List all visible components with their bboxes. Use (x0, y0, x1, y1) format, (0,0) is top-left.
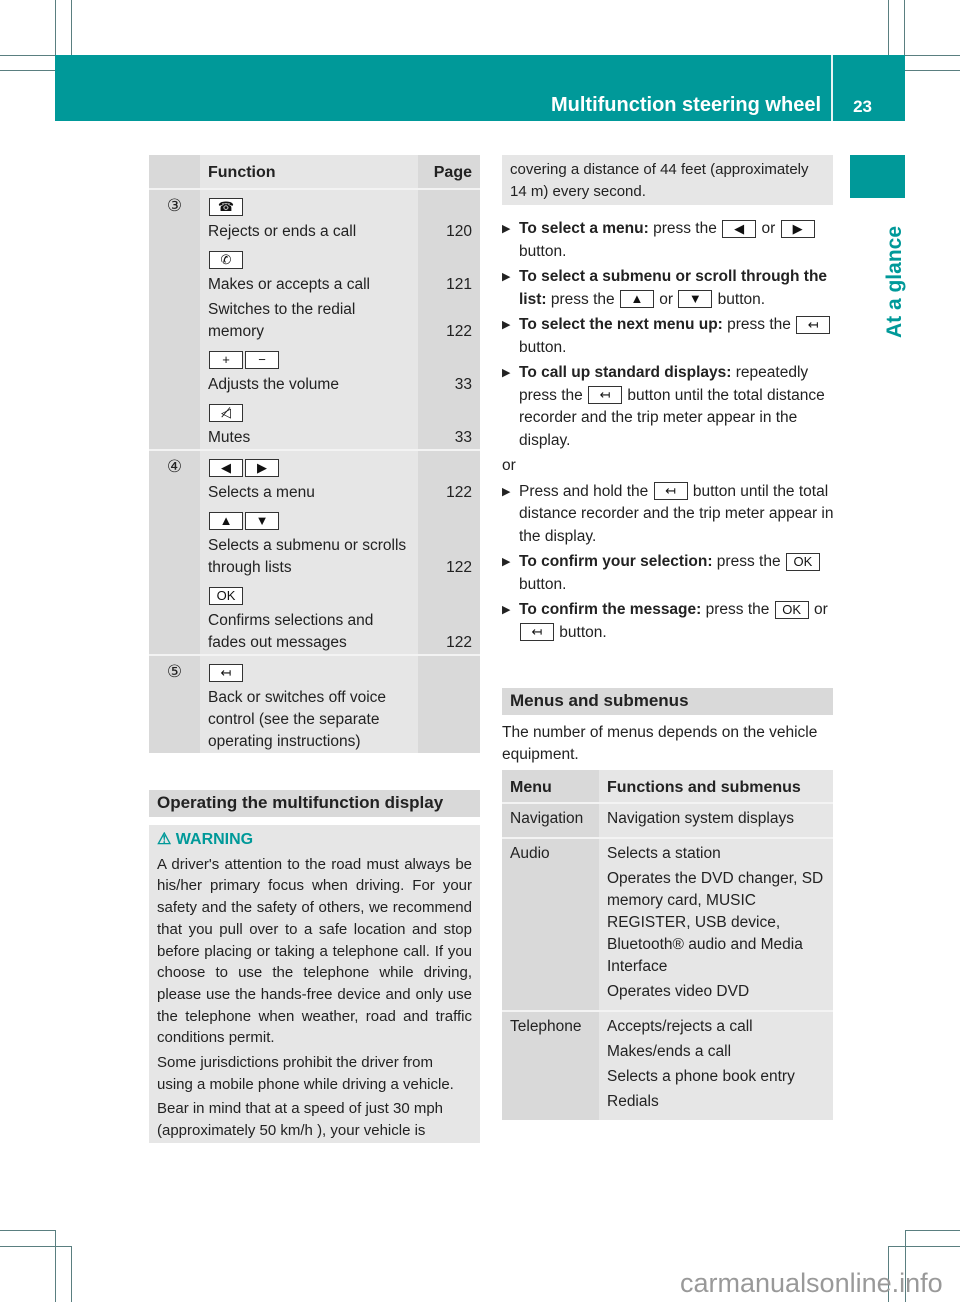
phone-hangup-key-icon: ☎ (209, 198, 243, 216)
function-entry: Navigation system displays (607, 810, 794, 827)
header-divider (831, 55, 833, 121)
table-section (149, 188, 480, 449)
table-row (200, 479, 480, 504)
warning-paragraph: Bear in mind that at a speed of just 30 mph (approximately 50 km/h ), your vehicle is (157, 1100, 444, 1140)
section-heading-operating: Operating the multifunction display (149, 790, 480, 817)
function-entry: Redials (607, 1093, 659, 1110)
key-row (200, 343, 480, 371)
instruction-text: button until the total distance recorder and the trip meter appear in the display. (519, 482, 834, 545)
table-row (200, 607, 480, 654)
page-cell: 121 (418, 271, 480, 296)
key-row (200, 190, 480, 218)
instruction-text: press the (701, 601, 774, 618)
page-cell: 122 (418, 296, 480, 343)
crop-mark (0, 55, 55, 56)
table-row (502, 1010, 833, 1120)
up-key-icon: ▲ (209, 512, 243, 530)
page-cell: 122 (418, 479, 480, 504)
page-header-banner (55, 55, 905, 121)
page-cell (418, 343, 480, 371)
function-cell: Selects a menu (200, 479, 418, 504)
section-body (200, 190, 480, 449)
left-key-icon: ◀ (722, 220, 756, 238)
page-cell (418, 684, 480, 753)
function-cell (200, 396, 418, 424)
warning-triangle-icon: ⚠ (157, 831, 176, 848)
phone-accept-key-icon: ✆ (209, 251, 243, 269)
warning-continued: covering a distance of 44 feet (approximately 14 m) every second. (502, 155, 833, 205)
function-entry: Operates the DVD changer, SD memory card, MUSIC REGISTER, USB device, Bluetooth® audio and Media Interface (607, 870, 824, 975)
table-section (149, 654, 480, 753)
table-row (502, 802, 833, 837)
bullet-arrow-icon: ▶ (502, 223, 511, 235)
table-section (149, 449, 480, 654)
table-row (200, 371, 480, 396)
functions-cell (599, 1012, 833, 1120)
section-tab-label: At a glance (883, 225, 906, 339)
instruction-item (502, 362, 837, 452)
section-tab-marker (850, 155, 905, 198)
instruction-text: or (757, 220, 780, 237)
function-cell (200, 343, 418, 371)
item-number: ④ (149, 451, 200, 654)
instruction-text: repeatedly press the (519, 364, 809, 404)
table-row (200, 532, 480, 579)
page-cell: 122 (418, 532, 480, 579)
function-cell (200, 243, 418, 271)
crop-mark (71, 1246, 72, 1302)
instruction-label: To select a submenu or scroll through the list: (519, 268, 828, 308)
right-key-icon: ▶ (245, 459, 279, 477)
back-key-icon: ↤ (654, 482, 688, 500)
instruction-text: press the (546, 290, 619, 308)
instruction-item (502, 481, 837, 549)
crop-mark (0, 1246, 71, 1247)
warning-label: WARNING (175, 831, 254, 848)
function-entry: Selects a station (607, 845, 721, 862)
down-key-icon: ▼ (678, 290, 712, 308)
key-row (200, 243, 480, 271)
menu-cell: Audio (502, 839, 599, 1010)
page-title: Multifunction steering wheel (550, 94, 821, 116)
instruction-or (502, 455, 837, 478)
function-cell: Confirms selections and fades out messages (200, 607, 418, 654)
left-key-icon: ◀ (209, 459, 243, 477)
page-cell: 120 (418, 218, 480, 243)
crop-mark (55, 0, 56, 55)
ok-key-icon: OK (775, 601, 809, 619)
page-cell (418, 190, 480, 218)
ok-key-icon: OK (786, 553, 820, 571)
key-row (200, 451, 480, 479)
section-heading-menus: Menus and submenus (502, 688, 833, 715)
page-cell: 122 (418, 607, 480, 654)
page-cell: 33 (418, 424, 480, 449)
warning-paragraph: Some jurisdictions prohibit the driver from using a mobile phone while driving a vehicle. (157, 1054, 454, 1093)
key-row (200, 504, 480, 532)
up-key-icon: ▲ (620, 290, 654, 308)
instruction-label: To select a menu: (519, 220, 649, 237)
function-cell (200, 504, 418, 532)
function-cell: Back or switches off voice control (see the separate operating instructions) (200, 684, 418, 753)
back-key-icon: ↤ (520, 623, 554, 641)
down-key-icon: ▼ (245, 512, 279, 530)
function-entry: Makes/ends a call (607, 1043, 732, 1060)
warning-box (149, 825, 480, 1143)
menus-intro: The number of menus depends on the vehicle equipment. (502, 724, 818, 763)
plus-key-icon: + (209, 351, 243, 369)
instruction-label: To call up standard displays: (519, 364, 732, 381)
instruction-label: To confirm your selection: (519, 553, 713, 570)
header-menu: Menu (502, 770, 599, 802)
table-row (200, 684, 480, 753)
function-cell (200, 451, 418, 479)
instruction-text: press the (712, 553, 785, 570)
minus-key-icon: − (245, 351, 279, 369)
header-functions: Functions and submenus (599, 770, 833, 802)
watermark: carmanualsonline.info (680, 1268, 943, 1298)
crop-mark (71, 0, 72, 55)
warning-paragraph: A driver's attention to the road must always be his/her primary focus when driving. For your safety and the safety of others, we recommend that you pull over to a safe location and stop before placing or taking a telephone call. If you choose to use the telephone while driving, please use the hands-free device and only use the telephone when weather, road and traffic conditions permit. (157, 855, 472, 1047)
instruction-text: or (502, 457, 516, 474)
function-cell: Adjusts the volume (200, 371, 418, 396)
bullet-arrow-icon: ▶ (502, 271, 511, 283)
crop-mark (888, 0, 889, 55)
function-cell: Mutes (200, 424, 418, 449)
table-header (149, 155, 480, 188)
menus-table (502, 770, 833, 1120)
page-cell (418, 504, 480, 532)
page-cell (418, 396, 480, 424)
function-entry: Accepts/rejects a call (607, 1018, 753, 1035)
section-body (200, 451, 480, 654)
instruction-text: press the (648, 220, 722, 237)
right-key-icon: ▶ (781, 220, 815, 238)
key-row (200, 396, 480, 424)
page-cell (418, 451, 480, 479)
back-key-icon: ↤ (209, 664, 243, 682)
bullet-arrow-icon: ▶ (502, 556, 511, 568)
page-number: 23 (853, 97, 872, 116)
function-entry: Selects a phone book entry (607, 1068, 795, 1085)
item-number: ⑤ (149, 656, 200, 753)
table-row (502, 837, 833, 1010)
menu-cell: Navigation (502, 804, 599, 837)
key-row (200, 656, 480, 684)
crop-mark (55, 1230, 56, 1302)
function-cell: Selects a submenu or scrolls through lists (200, 532, 418, 579)
instruction-text: press the (722, 316, 796, 333)
instruction-item (502, 599, 837, 644)
page-cell: 33 (418, 371, 480, 396)
crop-mark (888, 1246, 960, 1247)
crop-mark (905, 55, 960, 56)
header-function: Function (200, 155, 418, 188)
functions-cell (599, 804, 833, 837)
function-cell: Rejects or ends a call (200, 218, 418, 243)
instruction-text: button. (519, 575, 567, 593)
bullet-arrow-icon: ▶ (502, 604, 511, 616)
page-cell (418, 579, 480, 607)
ok-key-icon: OK (209, 587, 243, 605)
instruction-text: button. (555, 623, 607, 641)
table-row (200, 271, 480, 296)
menu-cell: Telephone (502, 1012, 599, 1120)
mute-key-icon: ◁̸ (209, 404, 243, 422)
item-number: ③ (149, 190, 200, 449)
instruction-item (502, 314, 837, 359)
instruction-text: button. (519, 242, 567, 260)
table-header (502, 770, 833, 802)
warning-heading (157, 829, 472, 851)
back-key-icon: ↤ (588, 386, 622, 404)
table-row (200, 296, 480, 343)
instruction-label: To select the next menu up: (519, 316, 723, 333)
function-cell: Switches to the redial memory (200, 296, 418, 343)
page-cell (418, 243, 480, 271)
crop-mark (0, 70, 55, 71)
function-cell (200, 190, 418, 218)
table-row (200, 424, 480, 449)
crop-mark (904, 0, 905, 55)
back-key-icon: ↤ (796, 316, 830, 334)
header-page: Page (418, 155, 480, 188)
key-row (200, 579, 480, 607)
instruction-label: To confirm the message: (519, 601, 702, 618)
table-row (200, 218, 480, 243)
page-cell (418, 656, 480, 684)
crop-mark (905, 70, 960, 71)
bullet-arrow-icon: ▶ (502, 319, 511, 331)
section-body (200, 656, 480, 753)
bullet-arrow-icon: ▶ (502, 367, 511, 379)
header-number-cell (149, 155, 200, 188)
instruction-item (502, 266, 837, 311)
crop-mark (905, 1230, 960, 1231)
bullet-arrow-icon: ▶ (502, 485, 511, 498)
function-cell (200, 656, 418, 684)
functions-cell (599, 839, 833, 1010)
instruction-item (502, 218, 837, 263)
function-cell (200, 579, 418, 607)
instruction-text: button until the total distance recorder and the trip meter appear in the display. (519, 386, 825, 449)
instruction-text: or (809, 601, 828, 618)
instruction-list (502, 218, 837, 647)
function-cell: Makes or accepts a call (200, 271, 418, 296)
crop-mark (0, 1230, 55, 1231)
instruction-text: button. (713, 290, 766, 308)
instruction-text: button. (519, 338, 567, 356)
function-table (149, 155, 480, 753)
instruction-text: Press and hold the (519, 482, 653, 500)
instruction-item (502, 551, 837, 596)
function-entry: Operates video DVD (607, 983, 750, 1000)
instruction-text: or (654, 290, 678, 308)
